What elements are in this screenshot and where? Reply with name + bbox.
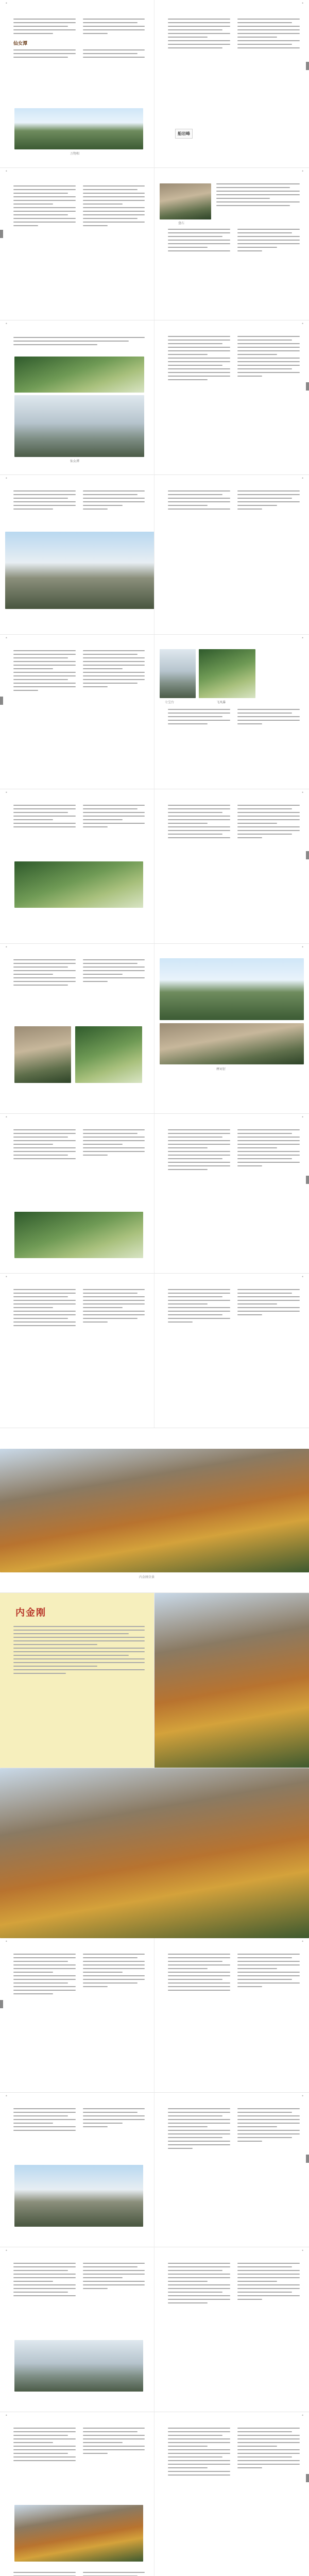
page-left bbox=[0, 2247, 154, 2412]
page-number: • bbox=[5, 1939, 8, 1944]
page-right bbox=[154, 0, 309, 167]
spread-8 bbox=[0, 1114, 309, 1274]
text-block bbox=[13, 1289, 145, 1329]
text-block bbox=[13, 2108, 145, 2133]
text-block bbox=[168, 805, 300, 841]
spread-1 bbox=[0, 0, 309, 168]
page-number: • bbox=[5, 945, 8, 950]
text-block bbox=[13, 650, 145, 693]
landscape-photo bbox=[160, 958, 304, 1020]
page-number: • bbox=[301, 169, 304, 174]
page-left bbox=[0, 0, 154, 167]
page-left bbox=[0, 1114, 154, 1273]
spread-10 bbox=[0, 1428, 309, 1593]
page-number: • bbox=[301, 1, 304, 6]
text-block bbox=[13, 805, 145, 830]
text-block bbox=[168, 2428, 300, 2478]
text-block bbox=[168, 2108, 300, 2151]
landscape-photo bbox=[160, 183, 211, 219]
spread-7 bbox=[0, 944, 309, 1114]
page-left bbox=[0, 1938, 154, 2092]
page-number: • bbox=[5, 790, 8, 795]
spread-11 bbox=[0, 1593, 309, 1768]
page-number: • bbox=[5, 476, 8, 481]
text-block bbox=[13, 2263, 145, 2299]
spread-2 bbox=[0, 168, 309, 320]
photo-caption: 飞凤瀑 bbox=[216, 701, 226, 704]
panorama-photo bbox=[0, 1449, 309, 1572]
spread-5 bbox=[0, 635, 309, 789]
edge-tab bbox=[0, 230, 3, 238]
text-block bbox=[13, 490, 145, 512]
page-number: • bbox=[301, 476, 304, 481]
edge-tab bbox=[306, 62, 309, 70]
spread-4 bbox=[0, 475, 309, 635]
page-left bbox=[0, 1593, 154, 1768]
edge-tab bbox=[306, 851, 309, 859]
page-number: • bbox=[301, 2094, 304, 2098]
landscape-photo bbox=[14, 1212, 143, 1258]
page-left bbox=[0, 1274, 154, 1428]
page-number: • bbox=[5, 1, 8, 6]
page-right bbox=[154, 1938, 309, 2092]
text-block bbox=[13, 337, 145, 348]
landscape-photo bbox=[160, 649, 196, 698]
landscape-photo bbox=[14, 108, 143, 149]
page-number: • bbox=[301, 1115, 304, 1120]
page-right bbox=[154, 1274, 309, 1428]
page-number: • bbox=[301, 2248, 304, 2253]
panorama-photo bbox=[5, 532, 154, 609]
text-block bbox=[168, 1954, 300, 1993]
edge-tab bbox=[306, 382, 309, 391]
text-block bbox=[168, 2263, 300, 2306]
text-block bbox=[168, 1289, 300, 1325]
landscape-photo bbox=[14, 2340, 143, 2392]
spread-13 bbox=[0, 1938, 309, 2093]
landscape-photo bbox=[14, 2165, 143, 2227]
page-right bbox=[154, 2247, 309, 2412]
page-number: • bbox=[301, 2413, 304, 2418]
page-number: • bbox=[5, 2413, 8, 2418]
spread-9 bbox=[0, 1274, 309, 1428]
landscape-photo bbox=[14, 357, 144, 393]
page-right bbox=[154, 475, 309, 634]
page-number: • bbox=[301, 1939, 304, 1944]
spread-15 bbox=[0, 2247, 309, 2412]
spread-6 bbox=[0, 789, 309, 944]
page-right bbox=[154, 789, 309, 943]
page-left bbox=[0, 944, 154, 1113]
spread-16 bbox=[0, 2412, 309, 2576]
page-right bbox=[154, 2093, 309, 2247]
text-block bbox=[13, 1129, 145, 1162]
edge-tab bbox=[0, 2000, 3, 2008]
text-block bbox=[168, 490, 300, 512]
page-number: • bbox=[301, 945, 304, 950]
edge-tab bbox=[0, 697, 3, 705]
page-left bbox=[0, 2093, 154, 2247]
page-number: • bbox=[301, 636, 304, 640]
panorama-photo bbox=[0, 1768, 309, 1938]
text-block bbox=[13, 2572, 145, 2576]
text-block bbox=[168, 229, 300, 254]
photo-caption: 七宝台 bbox=[165, 701, 175, 704]
page-number: • bbox=[5, 169, 8, 174]
text-block bbox=[168, 19, 300, 51]
landscape-photo bbox=[199, 649, 255, 698]
edge-tab bbox=[306, 2155, 309, 2163]
page-number: • bbox=[5, 1115, 8, 1120]
page-right bbox=[154, 1114, 309, 1273]
text-block bbox=[13, 19, 145, 60]
photo-caption: 万物相 bbox=[70, 152, 80, 156]
page-left bbox=[0, 475, 154, 634]
page-number: • bbox=[301, 790, 304, 795]
photo-caption: 盘石 bbox=[178, 222, 185, 225]
edge-tab bbox=[306, 2474, 309, 2482]
landscape-photo bbox=[154, 1593, 309, 1768]
page-right bbox=[154, 1593, 309, 1768]
landscape-photo bbox=[14, 861, 143, 908]
page-left bbox=[0, 789, 154, 943]
page-number: • bbox=[301, 1275, 304, 1279]
text-block bbox=[216, 183, 300, 209]
page-right bbox=[154, 2412, 309, 2576]
text-block bbox=[13, 959, 145, 988]
photo-caption: 摩诃衍 bbox=[216, 1067, 226, 1071]
spread-14 bbox=[0, 2093, 309, 2247]
text-block bbox=[168, 336, 300, 383]
photo-caption: 内金刚全景 bbox=[139, 1575, 155, 1579]
text-block bbox=[168, 709, 300, 727]
landscape-photo bbox=[75, 1026, 142, 1083]
page-number: • bbox=[5, 636, 8, 640]
page-right bbox=[154, 320, 309, 474]
text-block bbox=[13, 1626, 145, 1676]
page-left bbox=[0, 320, 154, 474]
page-left bbox=[0, 2412, 154, 2576]
landscape-photo bbox=[14, 395, 144, 457]
page-left bbox=[0, 635, 154, 789]
page-number: • bbox=[5, 321, 8, 326]
edge-tab bbox=[306, 1176, 309, 1184]
landscape-photo bbox=[14, 1026, 71, 1083]
photo-caption: 仙女潭 bbox=[70, 460, 80, 463]
page-right bbox=[154, 168, 309, 320]
chapter-title: 内金刚 bbox=[15, 1607, 46, 1618]
spread-3 bbox=[0, 320, 309, 475]
text-block bbox=[168, 1129, 300, 1173]
page-left bbox=[0, 168, 154, 320]
landscape-photo bbox=[14, 2505, 143, 2562]
page-number: • bbox=[301, 321, 304, 326]
text-block bbox=[13, 185, 145, 229]
section-heading: 仙女潭 bbox=[13, 41, 28, 46]
page-number: • bbox=[5, 1275, 8, 1279]
page-number: • bbox=[5, 2248, 8, 2253]
text-block bbox=[13, 2428, 145, 2464]
text-block bbox=[13, 1954, 145, 1997]
page-right bbox=[154, 635, 309, 789]
page-number: • bbox=[5, 2094, 8, 2098]
spread-12 bbox=[0, 1768, 309, 1938]
page-right bbox=[154, 944, 309, 1113]
highlight-box: 船岩峰 bbox=[175, 129, 193, 139]
landscape-photo bbox=[160, 1023, 304, 1064]
